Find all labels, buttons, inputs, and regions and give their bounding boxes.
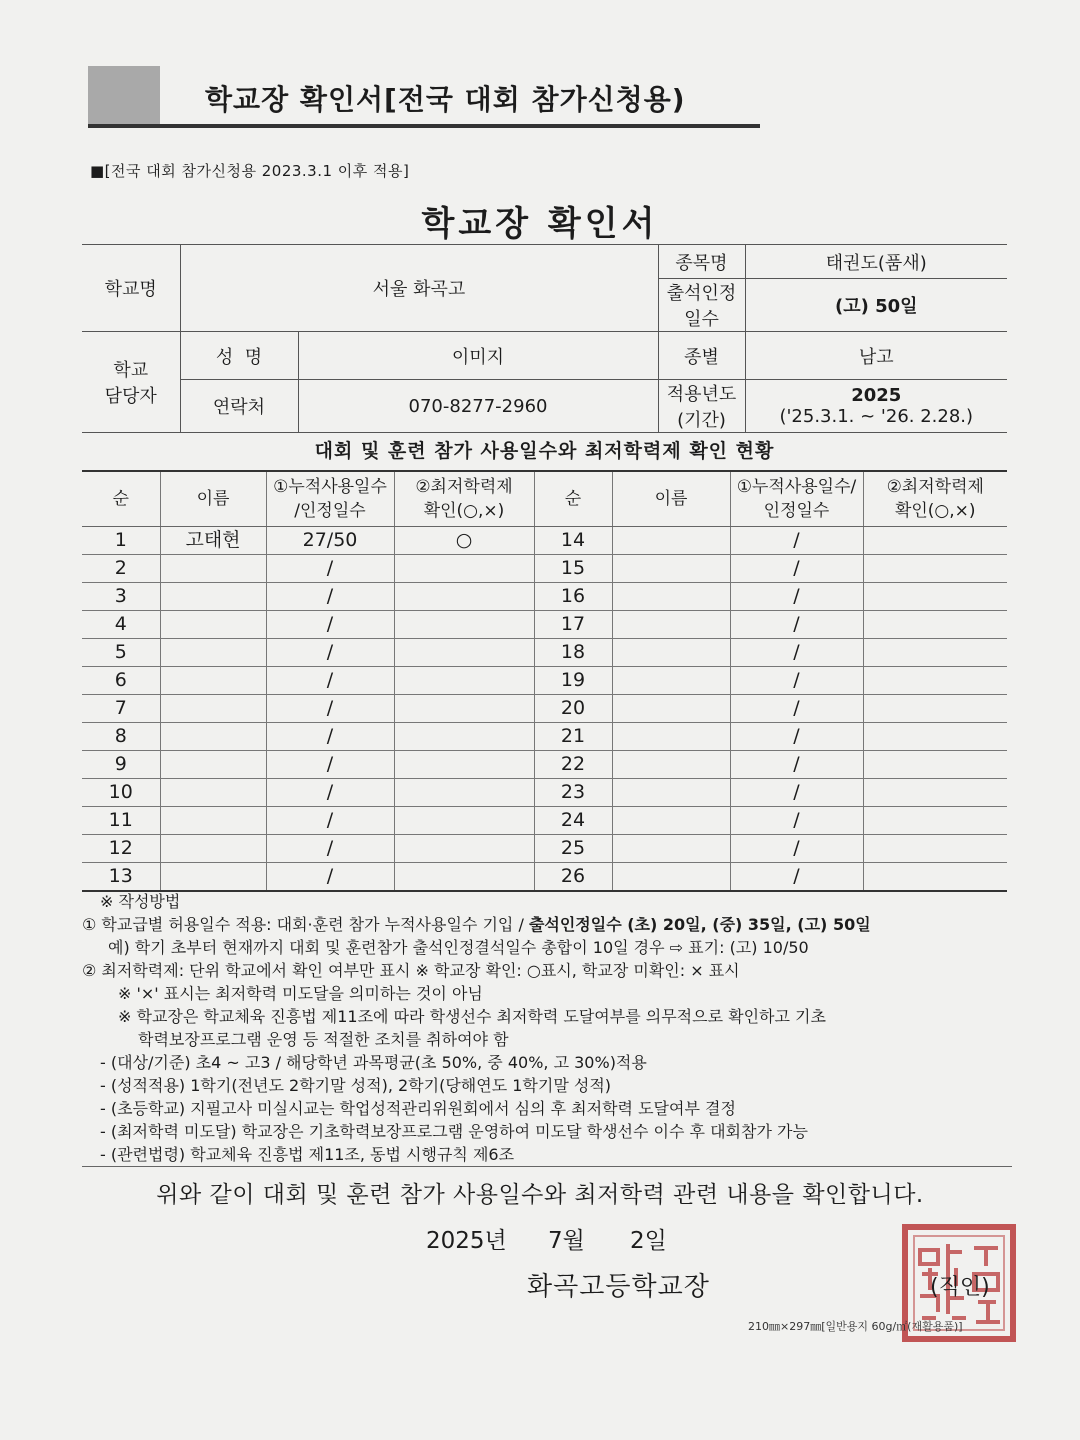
student-name [160, 611, 266, 639]
minimum-grade-check [863, 639, 1007, 667]
row-number: 13 [82, 863, 160, 892]
instruction-2-note-b: ※ 학교장은 학교체육 진흥법 제11조에 따라 학생선수 최저학력 도달여부를 의무적으로 확인하고 기초 [118, 1007, 826, 1026]
minimum-grade-check [863, 611, 1007, 639]
attendance-days-value: (고) 50일 [745, 279, 1007, 332]
days-used: / [266, 751, 394, 779]
days-used: / [730, 695, 863, 723]
date-day: 2일 [630, 1228, 667, 1254]
sport-value: 태권도(품새) [745, 245, 1007, 279]
manager-name: 이미지 [298, 332, 658, 380]
days-used: / [730, 723, 863, 751]
minimum-grade-check [394, 667, 534, 695]
row-number: 8 [82, 723, 160, 751]
row-number: 21 [534, 723, 612, 751]
days-used: / [266, 863, 394, 892]
category-label: 종별 [658, 332, 745, 380]
row-number: 2 [82, 555, 160, 583]
table-row [82, 779, 1007, 807]
student-name [612, 751, 730, 779]
days-used: / [266, 835, 394, 863]
minimum-grade-check [863, 583, 1007, 611]
official-seal-mark: (직인) [930, 1275, 990, 1300]
col-seq-right: 순 [534, 471, 612, 527]
col-check: ②최저학력제 확인(○,×) [394, 471, 534, 527]
student-name [612, 695, 730, 723]
row-number: 12 [82, 835, 160, 863]
minimum-grade-check [394, 863, 534, 892]
category-value: 남고 [745, 332, 1007, 380]
student-name: 고태현 [160, 527, 266, 555]
days-used: / [730, 779, 863, 807]
days-used: / [266, 583, 394, 611]
days-used: / [266, 723, 394, 751]
document-title: 학교장 확인서[전국 대회 참가신청용) [205, 83, 686, 116]
student-name [612, 667, 730, 695]
minimum-grade-check [394, 611, 534, 639]
student-name [612, 611, 730, 639]
minimum-grade-check [863, 779, 1007, 807]
row-number: 25 [534, 835, 612, 863]
writing-instructions [82, 890, 1022, 1166]
info-table [82, 244, 1007, 433]
table-row [82, 863, 1007, 892]
student-name [160, 779, 266, 807]
table-row [82, 583, 1007, 611]
table-row [82, 723, 1007, 751]
contact-label: 연락처 [180, 380, 298, 433]
student-name [612, 639, 730, 667]
days-used: / [266, 667, 394, 695]
days-used: / [730, 527, 863, 555]
row-number: 6 [82, 667, 160, 695]
minimum-grade-check [394, 555, 534, 583]
minimum-grade-check [394, 583, 534, 611]
date-month: 7월 [548, 1228, 585, 1254]
minimum-grade-check [394, 695, 534, 723]
student-name [160, 667, 266, 695]
minimum-grade-check [394, 639, 534, 667]
days-used: / [730, 863, 863, 892]
title-underline [88, 124, 760, 128]
minimum-grade-check [863, 807, 1007, 835]
student-name [160, 863, 266, 892]
student-name [160, 751, 266, 779]
minimum-grade-check [863, 723, 1007, 751]
row-number: 19 [534, 667, 612, 695]
instruction-1-example: 예) 학기 초부터 현재까지 대회 및 훈련참가 출석인정결석일수 총합이 10일 경우 ⇨ 표기: (고) 10/50 [108, 938, 809, 957]
row-number: 9 [82, 751, 160, 779]
minimum-grade-check [863, 751, 1007, 779]
days-used: / [730, 583, 863, 611]
row-number: 18 [534, 639, 612, 667]
year-value: 2025 ('25.3.1. ~ '26. 2.28.) [745, 380, 1007, 433]
student-name [612, 779, 730, 807]
table-row [82, 611, 1007, 639]
minimum-grade-check: ○ [394, 527, 534, 555]
table-row [82, 695, 1007, 723]
row-number: 4 [82, 611, 160, 639]
student-name [160, 807, 266, 835]
days-used: / [266, 807, 394, 835]
days-used: / [730, 639, 863, 667]
detail-target: - (대상/기준) 초4 ~ 고3 / 해당학년 과목평균(초 50%, 중 40%, 고 30%)적용 [100, 1053, 647, 1072]
detail-laws: - (관련법령) 학교체육 진흥법 제11조, 동법 시행규칙 제6조 [100, 1145, 515, 1164]
row-number: 1 [82, 527, 160, 555]
student-name [612, 807, 730, 835]
row-number: 3 [82, 583, 160, 611]
minimum-grade-check [863, 835, 1007, 863]
row-number: 22 [534, 751, 612, 779]
school-value: 서울 화곡고 [180, 245, 658, 332]
row-number: 24 [534, 807, 612, 835]
form-applicability-note: ■[전국 대회 참가신청용 2023.3.1 이후 적용] [90, 162, 410, 180]
row-number: 26 [534, 863, 612, 892]
student-name [160, 695, 266, 723]
student-name [612, 835, 730, 863]
principal-title: 화곡고등학교장 [527, 1272, 710, 1302]
table-row [82, 667, 1007, 695]
instruction-2-note-a: ※ '×' 표시는 최저학력 미도달을 의미하는 것이 아님 [118, 984, 483, 1003]
minimum-grade-check [863, 695, 1007, 723]
col-name: 이름 [160, 471, 266, 527]
detail-below-minimum: - (최저학력 미도달) 학교장은 기초학력보장프로그램 운영하여 미도달 학생선수 이수 후 대회참가 가능 [100, 1122, 808, 1141]
roster-table [82, 470, 1007, 892]
form-title: 학교장 확인서 [421, 204, 659, 244]
attendance-days-label: 출석인정 일수 [658, 279, 745, 332]
detail-elementary: - (초등학교) 지필고사 미실시교는 학업성적관리위원회에서 심의 후 최저학력 도달여부 결정 [100, 1099, 736, 1118]
minimum-grade-check [863, 667, 1007, 695]
date-year: 2025년 [426, 1228, 507, 1254]
days-used: / [730, 835, 863, 863]
row-number: 14 [534, 527, 612, 555]
instructions-heading: ※ 작성방법 [100, 892, 181, 911]
student-name [160, 583, 266, 611]
minimum-grade-check [394, 723, 534, 751]
minimum-grade-check [863, 527, 1007, 555]
table-row [82, 555, 1007, 583]
name-label: 성 명 [180, 332, 298, 380]
col-days: ①누적사용일수 /인정일수 [266, 471, 394, 527]
days-used: / [730, 751, 863, 779]
row-number: 23 [534, 779, 612, 807]
col-seq: 순 [82, 471, 160, 527]
days-used: / [730, 667, 863, 695]
student-name [612, 863, 730, 892]
year-label: 적용년도 (기간) [658, 380, 745, 433]
student-name [160, 723, 266, 751]
divider [82, 1166, 1012, 1167]
table-row [82, 751, 1007, 779]
row-number: 10 [82, 779, 160, 807]
student-name [160, 555, 266, 583]
contact-value: 070-8277-2960 [298, 380, 658, 433]
days-used: 27/50 [266, 527, 394, 555]
days-used: / [266, 555, 394, 583]
row-number: 11 [82, 807, 160, 835]
student-name [160, 835, 266, 863]
student-name [612, 555, 730, 583]
days-used: / [730, 807, 863, 835]
minimum-grade-check [394, 807, 534, 835]
school-label: 학교명 [82, 245, 180, 332]
roster-section-title: 대회 및 훈련 참가 사용일수와 최저학력제 확인 현황 [314, 440, 775, 462]
instruction-2-note-b-cont: 학력보장프로그램 운영 등 적절한 조치를 취하여야 함 [138, 1030, 509, 1049]
student-name [612, 723, 730, 751]
row-number: 20 [534, 695, 612, 723]
row-number: 17 [534, 611, 612, 639]
col-days-right: ①누적사용일수/ 인정일수 [730, 471, 863, 527]
paper-spec-footer: 210㎜×297㎜[일반용지 60g/㎡(재활용품)] [748, 1320, 963, 1333]
table-row [82, 639, 1007, 667]
student-name [160, 639, 266, 667]
minimum-grade-check [394, 835, 534, 863]
row-number: 7 [82, 695, 160, 723]
row-number: 16 [534, 583, 612, 611]
table-row [82, 807, 1007, 835]
detail-grades: - (성적적용) 1학기(전년도 2학기말 성적), 2학기(당해연도 1학기말 성적) [100, 1076, 612, 1095]
minimum-grade-check [394, 779, 534, 807]
days-used: / [266, 611, 394, 639]
instruction-2: ② 최저학력제: 단위 학교에서 확인 여부만 표시 ※ 학교장 확인: ○표시, 학교장 미확인: × 표시 [82, 961, 740, 980]
table-row [82, 527, 1007, 555]
col-check-right: ②최저학력제 확인(○,×) [863, 471, 1007, 527]
days-used: / [730, 555, 863, 583]
student-name [612, 583, 730, 611]
student-name [612, 527, 730, 555]
row-number: 15 [534, 555, 612, 583]
days-used: / [266, 695, 394, 723]
manager-label: 학교 담당자 [82, 332, 180, 433]
days-used: / [266, 639, 394, 667]
days-used: / [730, 611, 863, 639]
sport-label: 종목명 [658, 245, 745, 279]
instruction-1: ① 학교급별 허용일수 적용: 대회·훈련 참가 누적사용일수 기입 / 출석인정일수 (초) 20일, (중) 35일, (고) 50일 [82, 915, 871, 934]
minimum-grade-check [394, 751, 534, 779]
confirmation-statement: 위와 같이 대회 및 훈련 참가 사용일수와 최저학력 관련 내용을 확인합니다. [156, 1182, 924, 1208]
days-used: / [266, 779, 394, 807]
table-row [82, 835, 1007, 863]
title-box-decoration [88, 66, 160, 126]
minimum-grade-check [863, 555, 1007, 583]
col-name-right: 이름 [612, 471, 730, 527]
row-number: 5 [82, 639, 160, 667]
minimum-grade-check [863, 863, 1007, 892]
